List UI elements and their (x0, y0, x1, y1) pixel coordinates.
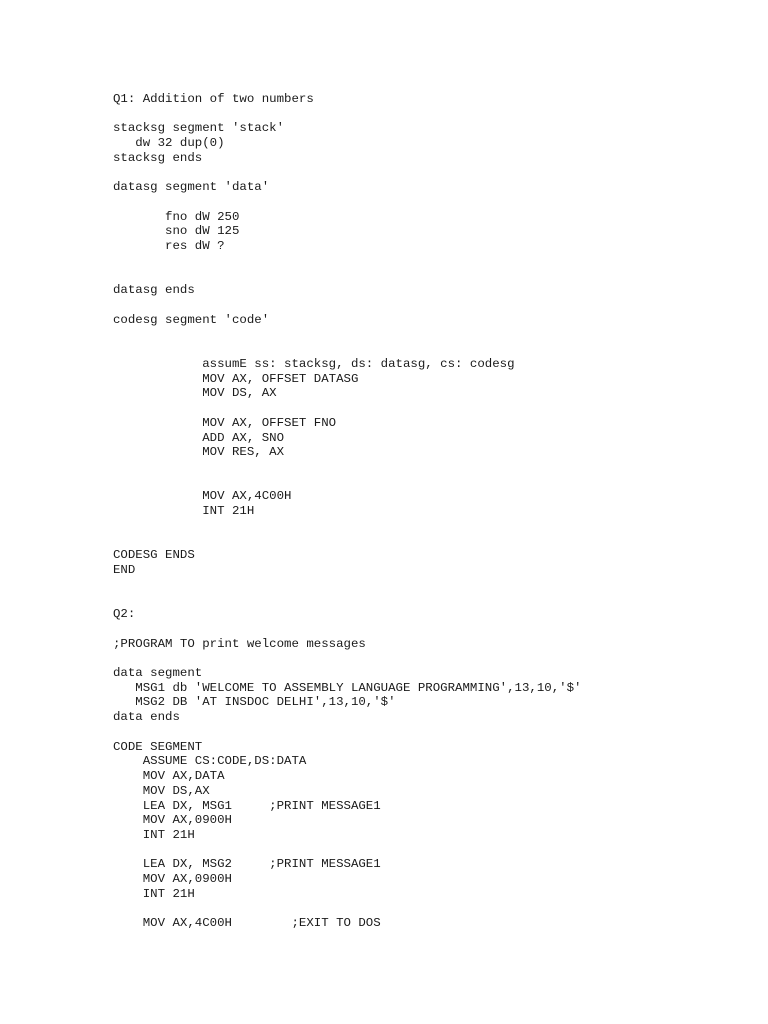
code-line (113, 843, 581, 858)
code-line (113, 460, 581, 475)
code-line: Q2: (113, 607, 136, 622)
code-line: CODE SEGMENT (113, 739, 203, 754)
code-line: END (113, 563, 136, 577)
code-line: MSG1 db 'WELCOME TO ASSEMBLY LANGUAGE PROGRAMMING',13,10,'$' (113, 680, 582, 695)
code-line (113, 475, 581, 490)
code-line: MOV AX, OFFSET DATASG (113, 371, 359, 386)
code-line: INT 21H (113, 886, 195, 901)
code-line: INT 21H (113, 504, 255, 519)
code-line: LEA DX, MSG2 ;PRINT MESSAGE1 (113, 857, 381, 872)
code-line (113, 342, 581, 357)
code-line (113, 298, 581, 313)
code-line: assumE ss: stacksg, ds: datasg, cs: codesg (113, 356, 515, 371)
code-line: MOV AX,0900H (113, 872, 232, 887)
code-line (113, 578, 581, 593)
code-line: data segment (113, 666, 203, 681)
code-line: MOV RES, AX (113, 445, 285, 460)
code-line (113, 269, 581, 284)
code-line: MOV DS,AX (113, 783, 210, 798)
code-listing (113, 92, 581, 931)
code-line: res dW ? (113, 239, 225, 254)
code-line: datasg ends (113, 283, 195, 298)
code-line (113, 651, 581, 666)
code-line: MOV AX,4C00H (113, 489, 292, 504)
code-line (113, 725, 581, 740)
code-line: MOV AX,4C00H ;EXIT TO DOS (113, 916, 381, 931)
code-line: stacksg segment 'stack' (113, 121, 285, 136)
code-line: datasg segment 'data' (113, 180, 270, 195)
code-line: ASSUME CS:CODE,DS:DATA (113, 754, 307, 769)
code-line (113, 107, 581, 122)
code-line: codesg segment 'code' (113, 312, 270, 327)
code-line: MOV AX,0900H (113, 813, 232, 828)
code-line: CODESG ENDS (113, 548, 195, 563)
code-line (113, 254, 581, 269)
code-line: ADD AX, SNO (113, 430, 285, 445)
code-line: data ends (113, 710, 180, 725)
code-line: MOV AX,DATA (113, 769, 225, 784)
code-line (113, 534, 581, 549)
code-line (113, 328, 581, 343)
code-line (113, 166, 581, 181)
code-line (113, 401, 581, 416)
code-line: fno dW 250 (113, 209, 240, 224)
code-line (113, 622, 581, 637)
code-line: ;PROGRAM TO print welcome messages (113, 636, 366, 651)
code-line: MOV DS, AX (113, 386, 277, 401)
code-line (113, 195, 581, 210)
code-line (113, 519, 581, 534)
code-line: INT 21H (113, 827, 195, 842)
code-line: MOV AX, OFFSET FNO (113, 415, 337, 430)
code-line (113, 902, 581, 917)
code-line (113, 592, 581, 607)
code-line: stacksg ends (113, 150, 203, 165)
code-line: Q1: Addition of two numbers (113, 92, 314, 106)
code-line: LEA DX, MSG1 ;PRINT MESSAGE1 (113, 798, 381, 813)
code-line: MSG2 DB 'AT INSDOC DELHI',13,10,'$' (113, 695, 396, 710)
code-line: sno dW 125 (113, 224, 240, 239)
code-line: dw 32 dup(0) (113, 136, 225, 151)
